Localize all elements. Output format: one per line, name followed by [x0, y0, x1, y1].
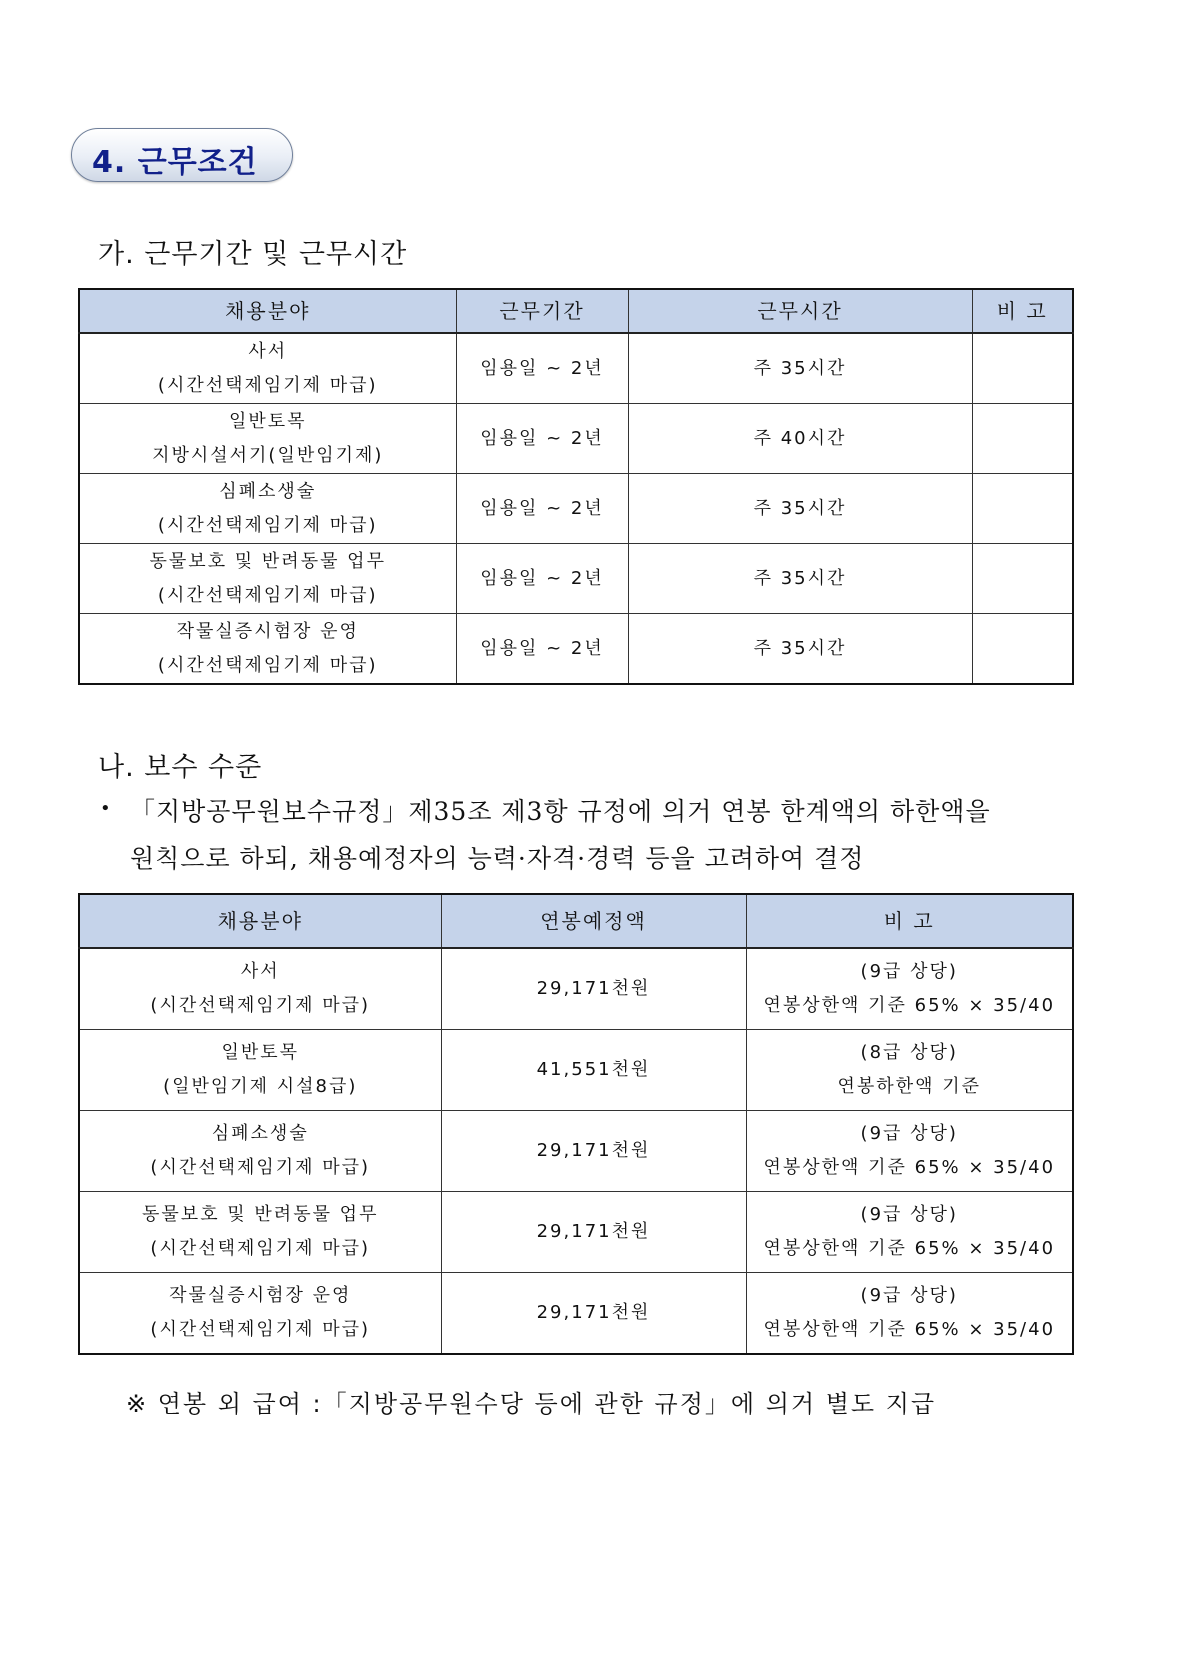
field-grade: (일반임기제 시설8급)	[163, 1076, 358, 1097]
column-header: 비 고	[972, 289, 1073, 333]
section-title: 4. 근무조건	[92, 145, 258, 180]
field-name: 동물보호 및 반려동물 업무	[149, 550, 386, 572]
period-cell: 임용일 ~ 2년	[456, 614, 628, 685]
note-cell	[972, 544, 1073, 614]
subsection-heading-work-period: 가. 근무기간 및 근무시간	[98, 239, 408, 270]
salary-basis: 연봉상한액 기준 65% × 35/40	[763, 1319, 1056, 1340]
field-name: 사서	[248, 340, 288, 362]
period-cell: 임용일 ~ 2년	[456, 404, 628, 474]
table-row	[79, 544, 1073, 614]
recruit-field-cell	[79, 544, 456, 614]
table-row	[79, 474, 1073, 544]
work-period-table	[78, 288, 1074, 685]
salary-basis: 연봉상한액 기준 65% × 35/40	[763, 1238, 1056, 1259]
salary-table	[78, 893, 1074, 1355]
recruit-field-cell	[79, 614, 456, 685]
period-cell: 임용일 ~ 2년	[456, 474, 628, 544]
field-grade: (시간선택제임기제 마급)	[157, 654, 378, 676]
field-grade: (시간선택제임기제 마급)	[157, 374, 378, 396]
field-name: 일반토목	[228, 410, 307, 432]
column-header: 채용분야	[79, 289, 456, 333]
salary-basis: 연봉상한액 기준 65% × 35/40	[763, 1157, 1056, 1178]
salary-description-line1: 「지방공무원보수규정」제35조 제3항 규정에 의거 연봉 한계액의 하한액을	[130, 797, 991, 826]
field-name: 심폐소생술	[211, 1123, 309, 1144]
bullet-icon: •	[100, 798, 112, 819]
field-grade: (시간선택제임기제 마급)	[150, 1319, 371, 1340]
note-cell	[746, 1192, 1073, 1273]
field-grade: 지방시설서기(일반임기제)	[152, 444, 384, 466]
table-row	[79, 948, 1073, 1030]
column-header: 채용분야	[79, 894, 441, 948]
salary-cell: 41,551천원	[441, 1030, 746, 1111]
hours-cell: 주 40시간	[628, 404, 972, 474]
table-row	[79, 404, 1073, 474]
recruit-field-cell	[79, 404, 456, 474]
column-header: 근무시간	[628, 289, 972, 333]
salary-cell: 29,171천원	[441, 1192, 746, 1273]
note-cell	[746, 1273, 1073, 1355]
column-header: 비 고	[746, 894, 1073, 948]
section-title-badge	[71, 128, 293, 182]
grade-equivalent: (9급 상당)	[860, 1123, 958, 1144]
salary-basis: 연봉상한액 기준 65% × 35/40	[763, 995, 1056, 1016]
recruit-field-cell	[79, 333, 456, 404]
subsection-heading-salary: 나. 보수 수준	[98, 752, 263, 783]
recruit-field-cell	[79, 474, 456, 544]
hours-cell: 주 35시간	[628, 614, 972, 685]
recruit-field-cell	[79, 1111, 441, 1192]
field-name: 작물실증시험장 운영	[176, 620, 359, 642]
table-row	[79, 333, 1073, 404]
table-row	[79, 1030, 1073, 1111]
salary-cell: 29,171천원	[441, 1273, 746, 1355]
table-row	[79, 614, 1073, 685]
recruit-field-cell	[79, 948, 441, 1030]
field-name: 작물실증시험장 운영	[169, 1285, 352, 1306]
field-name: 동물보호 및 반려동물 업무	[142, 1204, 379, 1225]
field-grade: (시간선택제임기제 마급)	[157, 514, 378, 536]
period-cell: 임용일 ~ 2년	[456, 544, 628, 614]
footnote: ※ 연봉 외 급여 :「지방공무원수당 등에 관한 규정」에 의거 별도 지급	[126, 1390, 937, 1418]
column-header: 근무기간	[456, 289, 628, 333]
note-cell	[972, 333, 1073, 404]
field-grade: (시간선택제임기제 마급)	[150, 995, 371, 1016]
salary-basis: 연봉하한액 기준	[837, 1076, 981, 1097]
note-cell	[972, 474, 1073, 544]
table-header-row	[79, 894, 1073, 948]
salary-cell: 29,171천원	[441, 1111, 746, 1192]
note-cell	[746, 1030, 1073, 1111]
grade-equivalent: (9급 상당)	[860, 961, 958, 982]
table-header-row	[79, 289, 1073, 333]
field-name: 사서	[240, 961, 280, 982]
field-name: 일반토목	[221, 1042, 300, 1063]
grade-equivalent: (8급 상당)	[860, 1042, 958, 1063]
table-row	[79, 1111, 1073, 1192]
table-row	[79, 1192, 1073, 1273]
field-grade: (시간선택제임기제 마급)	[150, 1157, 371, 1178]
hours-cell: 주 35시간	[628, 544, 972, 614]
table-row	[79, 1273, 1073, 1355]
note-cell	[972, 614, 1073, 685]
salary-description-line2: 원칙으로 하되, 채용예정자의 능력·자격·경력 등을 고려하여 결정	[130, 844, 865, 873]
hours-cell: 주 35시간	[628, 474, 972, 544]
recruit-field-cell	[79, 1192, 441, 1273]
hours-cell: 주 35시간	[628, 333, 972, 404]
period-cell: 임용일 ~ 2년	[456, 333, 628, 404]
note-cell	[746, 1111, 1073, 1192]
recruit-field-cell	[79, 1273, 441, 1355]
field-name: 심폐소생술	[219, 480, 317, 502]
column-header: 연봉예정액	[441, 894, 746, 948]
field-grade: (시간선택제임기제 마급)	[157, 584, 378, 606]
grade-equivalent: (9급 상당)	[860, 1204, 958, 1225]
grade-equivalent: (9급 상당)	[860, 1285, 958, 1306]
field-grade: (시간선택제임기제 마급)	[150, 1238, 371, 1259]
note-cell	[972, 404, 1073, 474]
salary-cell: 29,171천원	[441, 948, 746, 1030]
note-cell	[746, 948, 1073, 1030]
recruit-field-cell	[79, 1030, 441, 1111]
